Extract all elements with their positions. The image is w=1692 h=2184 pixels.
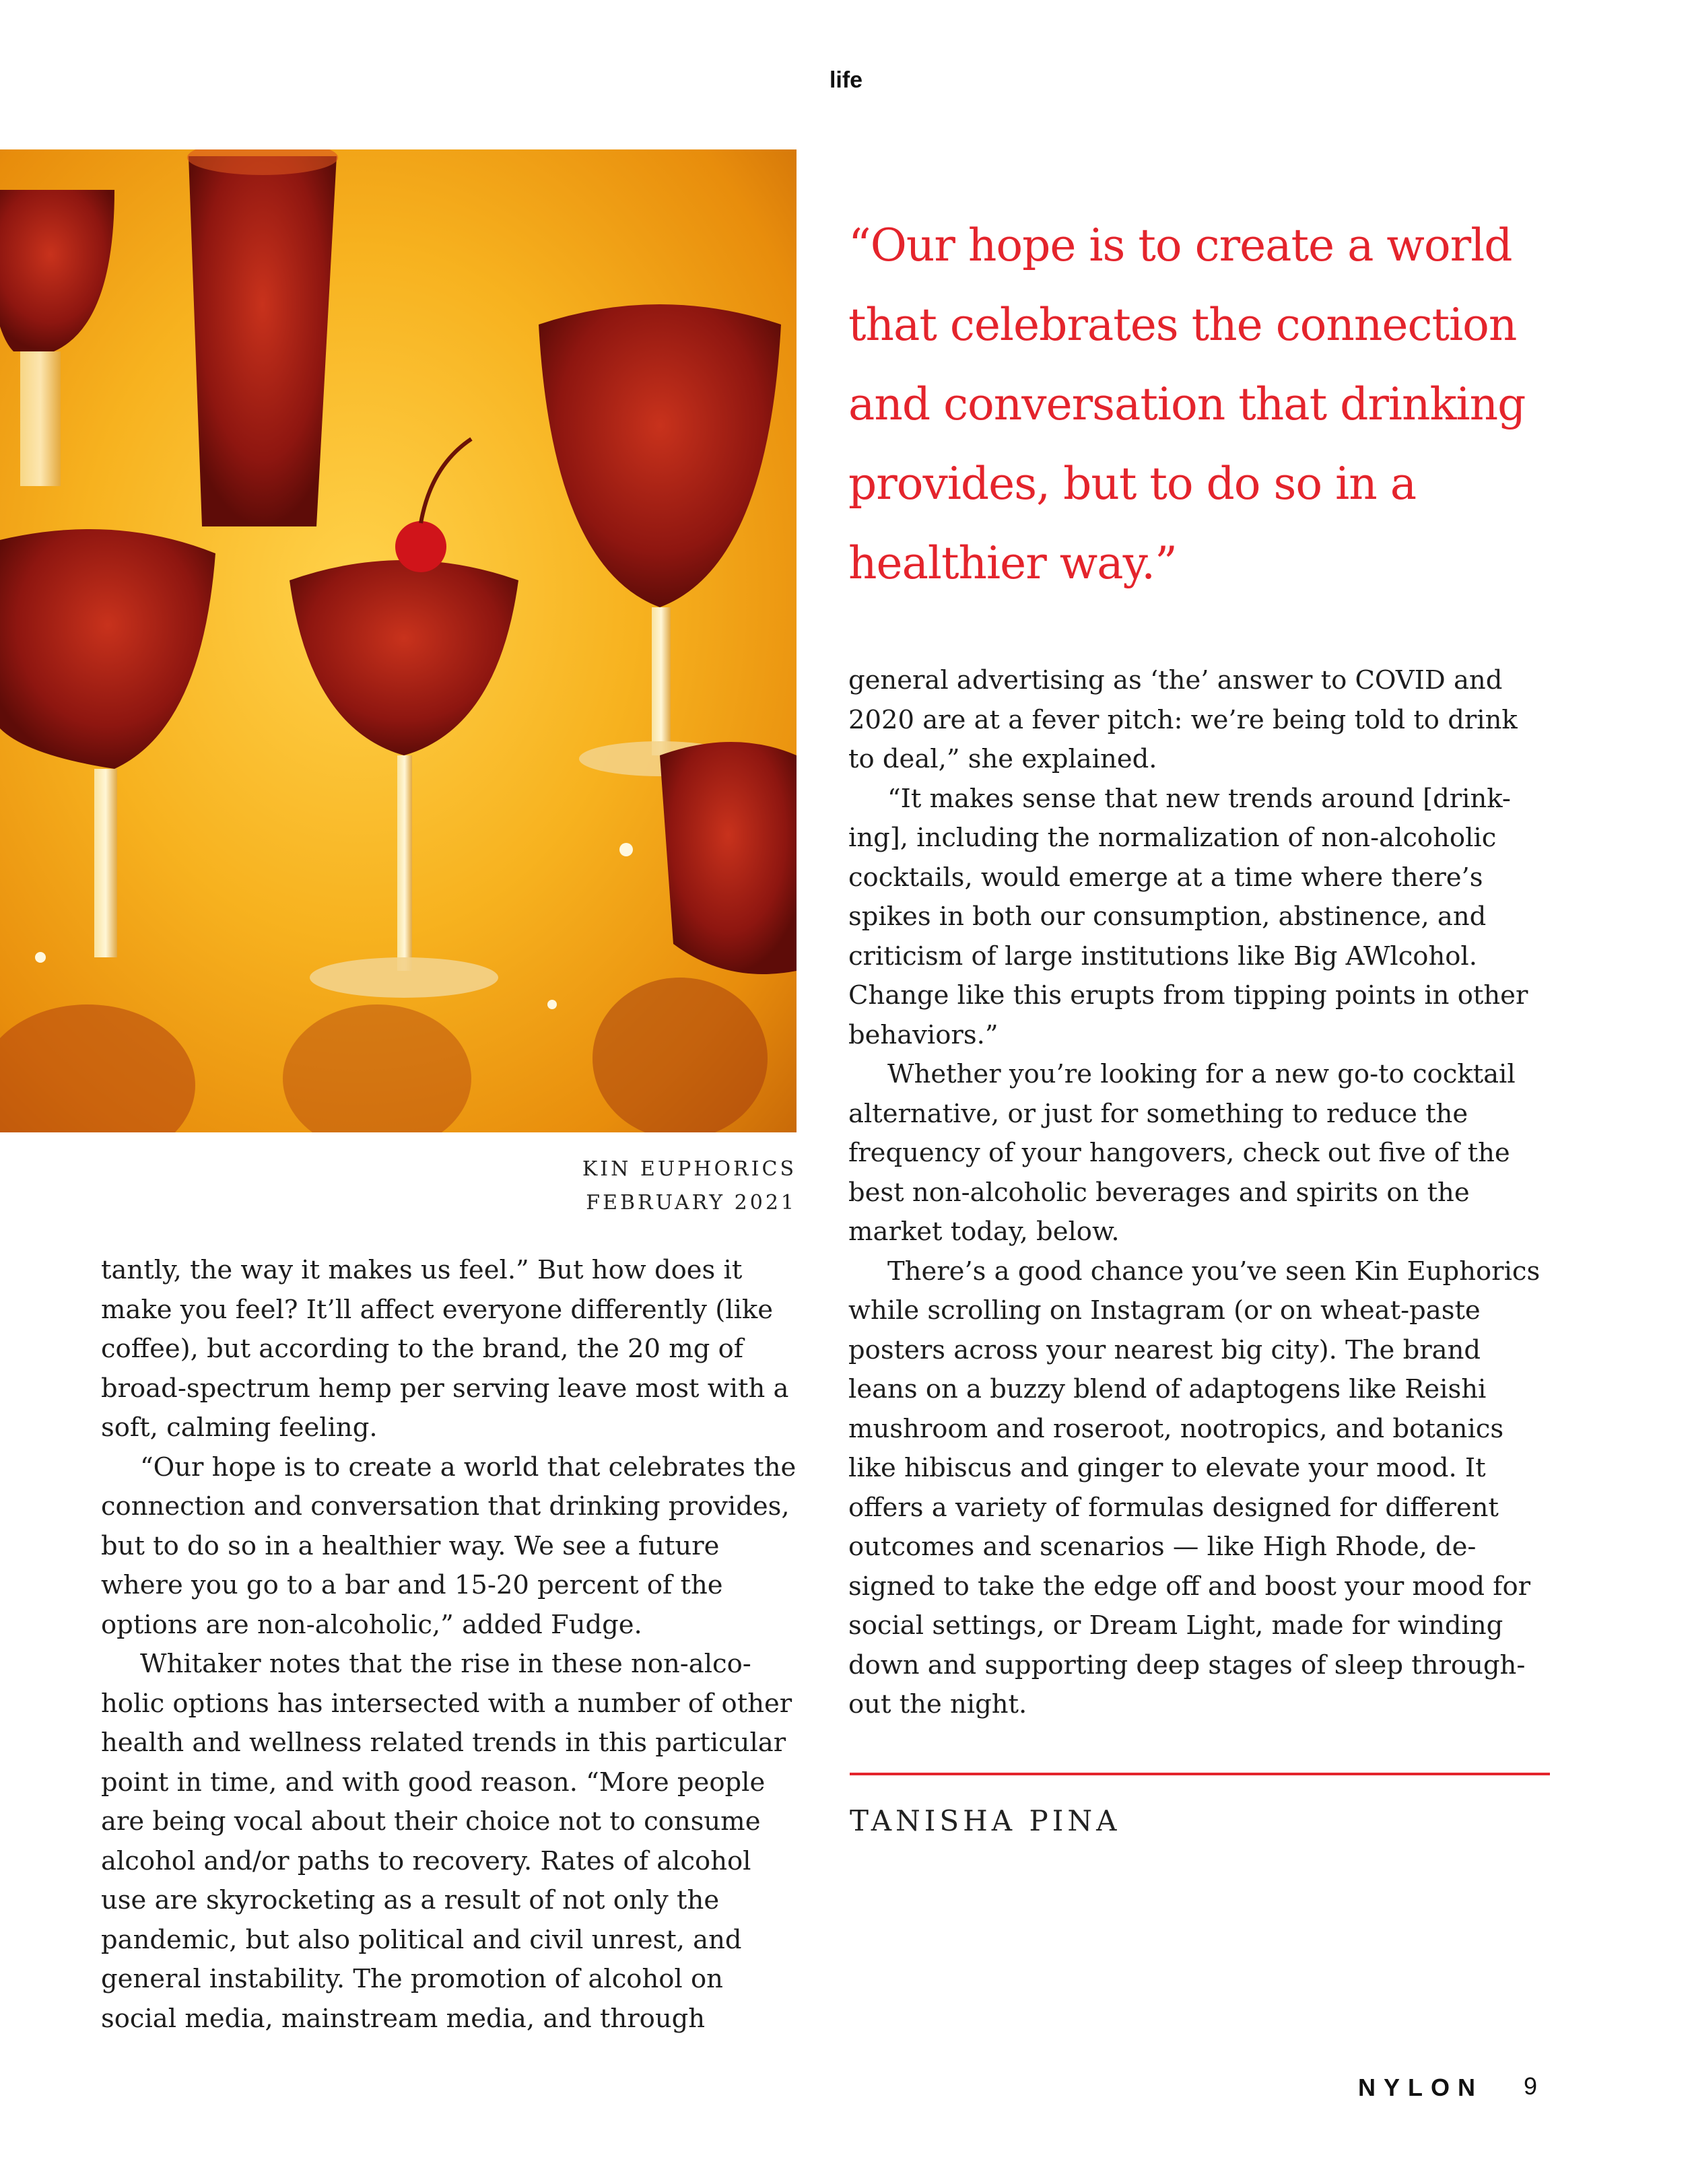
- cocktail-glasses-illustration: [0, 149, 797, 1132]
- paragraph: tantly, the way it makes us feel.” But how does it make you feel? It’ll affect everyone differently (like coffee), but according to the brand, the 20 mg of broad-spectrum hemp per serving leave most with a soft, calming feeling.: [101, 1255, 789, 1443]
- paragraph: There’s a good chance you’ve seen Kin Euphorics while scrolling on Instagram (or on wheat-paste posters across your nearest big city). The brand leans on a buzzy blend of adaptogens like Reishi mushroom and roseroot, nootropics, and botanics like hibiscus and ginger to elevate your mood. It offers a variety of formulas designed for different outcomes and scenarios — like High Rhode, de- signed to take the edge off and boost your mood for social settings, or Dream Light, made for winding down and supporting deep stages of sleep through- out the night.: [848, 1256, 1541, 1719]
- caption-date: FEBRUARY 2021: [586, 1191, 797, 1215]
- page-number: 9: [1523, 2072, 1537, 2100]
- caption-title: KIN EUPHORICS: [582, 1157, 797, 1181]
- section-label: life: [829, 67, 863, 93]
- paragraph: “Our hope is to create a world that celebrates the connection and conversation that drinking provides, but to do so in a healthier way. We see a future where you go to a bar and 15-20 percent of the options are non-alcoholic,” added Fudge.: [101, 1452, 797, 1640]
- paragraph: general advertising as ‘the’ answer to COVID and 2020 are at a fever pitch: we’re being told to drink to deal,” she explained.: [848, 665, 1518, 774]
- paragraph: Whitaker notes that the rise in these non-alco- holic options has intersected with a number of other health and wellness related trends in this particular point in time, and with good reason. “More people are being vocal about their choice not to consume alcohol and/or paths to recovery. Rates of alcohol use are skyrocketing as a result of not only the pandemic, but also political and civil unrest, and general instability. The promotion of alcohol on social media, mainstream media, and through: [101, 1649, 792, 2034]
- magazine-logo: NYLON: [1358, 2074, 1483, 2101]
- author-byline: TANISHA PINA: [850, 1804, 1121, 1837]
- paragraph: Whether you’re looking for a new go-to cocktail alternative, or just for something to reduce the frequency of your hangovers, check out five of the best non-alcoholic beverages and spirits on the market today, below.: [848, 1059, 1516, 1247]
- paragraph: “It makes sense that new trends around [drink- ing], including the normalization of non-alcoholic cocktails, would emerge at a time where there’s spikes in both our consumption, abstinence, and criticism of large institutions like Big AWlcohol. Change like this erupts from tipping points in other behaviors.”: [848, 783, 1528, 1050]
- article-column-left: [101, 1251, 801, 2039]
- pull-quote: “Our hope is to create a world that celebrates the connection and conversation that drinking provides, but to do so in a healthier way.”: [848, 219, 1526, 589]
- cocktails-photo: [0, 149, 797, 1132]
- section-divider: [850, 1773, 1550, 1775]
- article-column-right: [848, 661, 1549, 1725]
- photo-caption: [582, 1153, 797, 1220]
